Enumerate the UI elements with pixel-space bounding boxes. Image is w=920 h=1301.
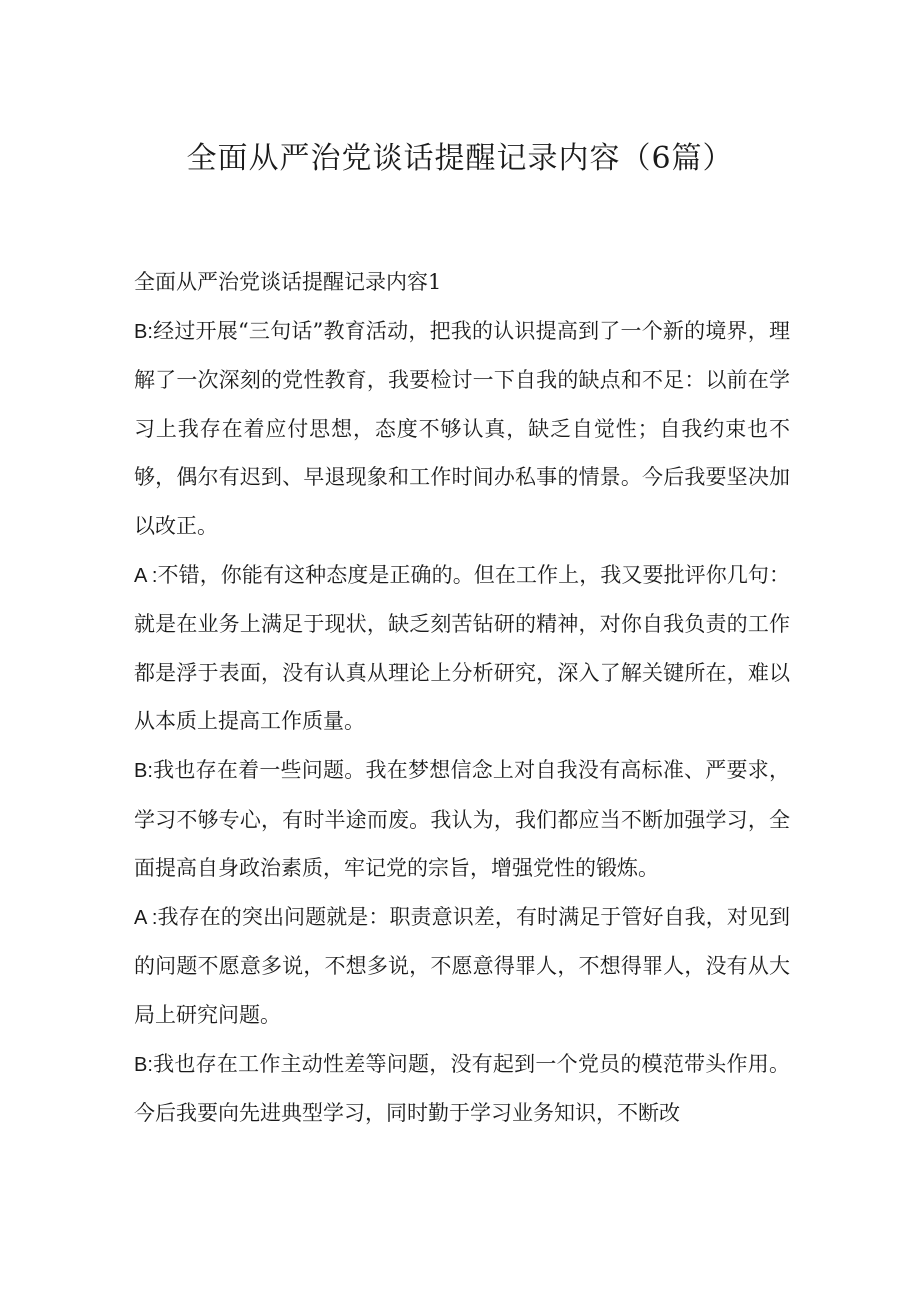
speaker-label: A : xyxy=(134,564,158,587)
paragraph-text: 经过开展“三句话”教育活动，把我的认识提高到了一个新的境界，理解了一次深刻的党性教育，我要检讨一下自我的缺点和不足：以前在学习上我存在着应付思想，态度不够认真，缺乏自觉性；自我约束也不够，偶尔有迟到、早退现象和工作时间办私事的情景。今后我要坚决加以改正。 xyxy=(134,318,790,538)
speaker-label: B: xyxy=(134,759,153,782)
paragraph-text: 不错，你能有这种态度是正确的。但在工作上，我又要批评你几句：就是在业务上满足于现状，缺乏刻苦钻研的精神，对你自我负责的工作都是浮于表面，没有认真从理论上分析研究，深入了解关键所在，难以从本质上提高工作质量。 xyxy=(134,562,790,734)
dialogue-paragraph xyxy=(134,746,790,893)
section-title: 全面从严治党谈话提醒记录内容1 xyxy=(134,270,442,294)
paragraph-text: 我也存在着一些问题。我在梦想信念上对自我没有高标准、严要求，学习不够专心，有时半途而废。我认为，我们都应当不断加强学习，全面提高自身政治素质，牢记党的宗旨，增强党性的锻炼。 xyxy=(134,757,790,881)
paragraph-text: 我存在的突出问题就是：职责意识差，有时满足于管好自我，对见到的问题不愿意多说，不想多说，不愿意得罪人，不想得罪人，没有从大局上研究问题。 xyxy=(134,904,790,1027)
speaker-label: A : xyxy=(134,906,158,929)
document-title: 全面从严治党谈话提醒记录内容（6篇） xyxy=(186,141,734,176)
speaker-label: B: xyxy=(134,1053,153,1076)
dialogue-paragraph xyxy=(134,1040,790,1138)
speaker-label: B: xyxy=(134,320,153,343)
dialogue-paragraph xyxy=(134,307,790,551)
paragraph-text: 我也存在工作主动性差等问题，没有起到一个党员的模范带头作用。今后我要向先进典型学习，同时勤于学习业务知识，不断改 xyxy=(134,1051,790,1126)
document-body xyxy=(134,258,790,1138)
dialogue-paragraph xyxy=(134,893,790,1040)
dialogue-paragraph xyxy=(134,551,790,746)
